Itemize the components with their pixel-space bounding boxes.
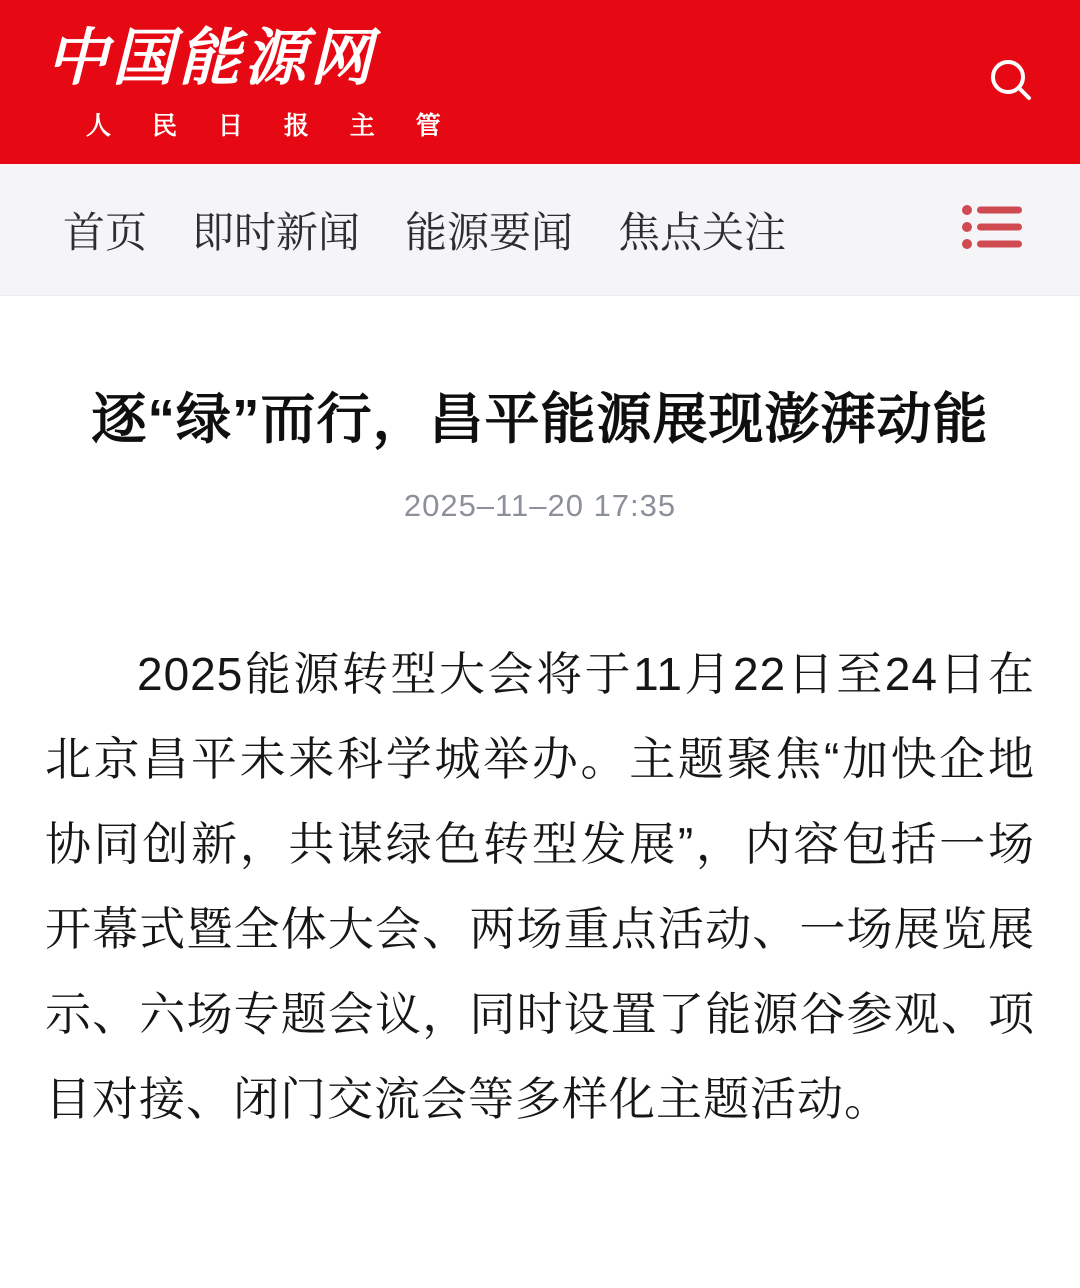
search-button[interactable] xyxy=(984,54,1038,108)
article-date: 2025–11–20 17:35 xyxy=(403,487,677,523)
article-body xyxy=(45,632,1035,1142)
list-icon xyxy=(960,198,1022,261)
menu-button[interactable] xyxy=(960,201,1022,259)
nav-item-energy-highlights[interactable]: 能源要闻 xyxy=(405,208,574,256)
site-logo-subtitle: 人 民 日 报 主 管 xyxy=(86,112,458,140)
article xyxy=(0,384,1080,1142)
article-title: 逐“绿”而行，昌平能源展现澎湃动能 xyxy=(91,388,989,450)
main-nav xyxy=(0,164,1080,296)
site-header xyxy=(0,0,1080,164)
article-paragraph: 2025能源转型大会将于11月22日至24日在北京昌平未来科学城举办。主题聚焦“加快企地协同创新，共谋绿色转型发展”，内容包括一场开幕式暨全体大会、两场重点活动、一场展览展示、六场专题会议，同时设置了能源谷参观、项目对接、闭门交流会等多样化主题活动。 xyxy=(45,647,1035,1125)
nav-item-focus[interactable]: 焦点关注 xyxy=(618,208,787,256)
site-logo[interactable] xyxy=(46,16,458,142)
search-icon xyxy=(984,95,1038,112)
site-logo-text: 中国能源网 xyxy=(46,21,377,94)
nav-item-home[interactable]: 首页 xyxy=(63,208,148,256)
nav-items xyxy=(63,200,786,260)
nav-item-instant-news[interactable]: 即时新闻 xyxy=(192,208,361,256)
